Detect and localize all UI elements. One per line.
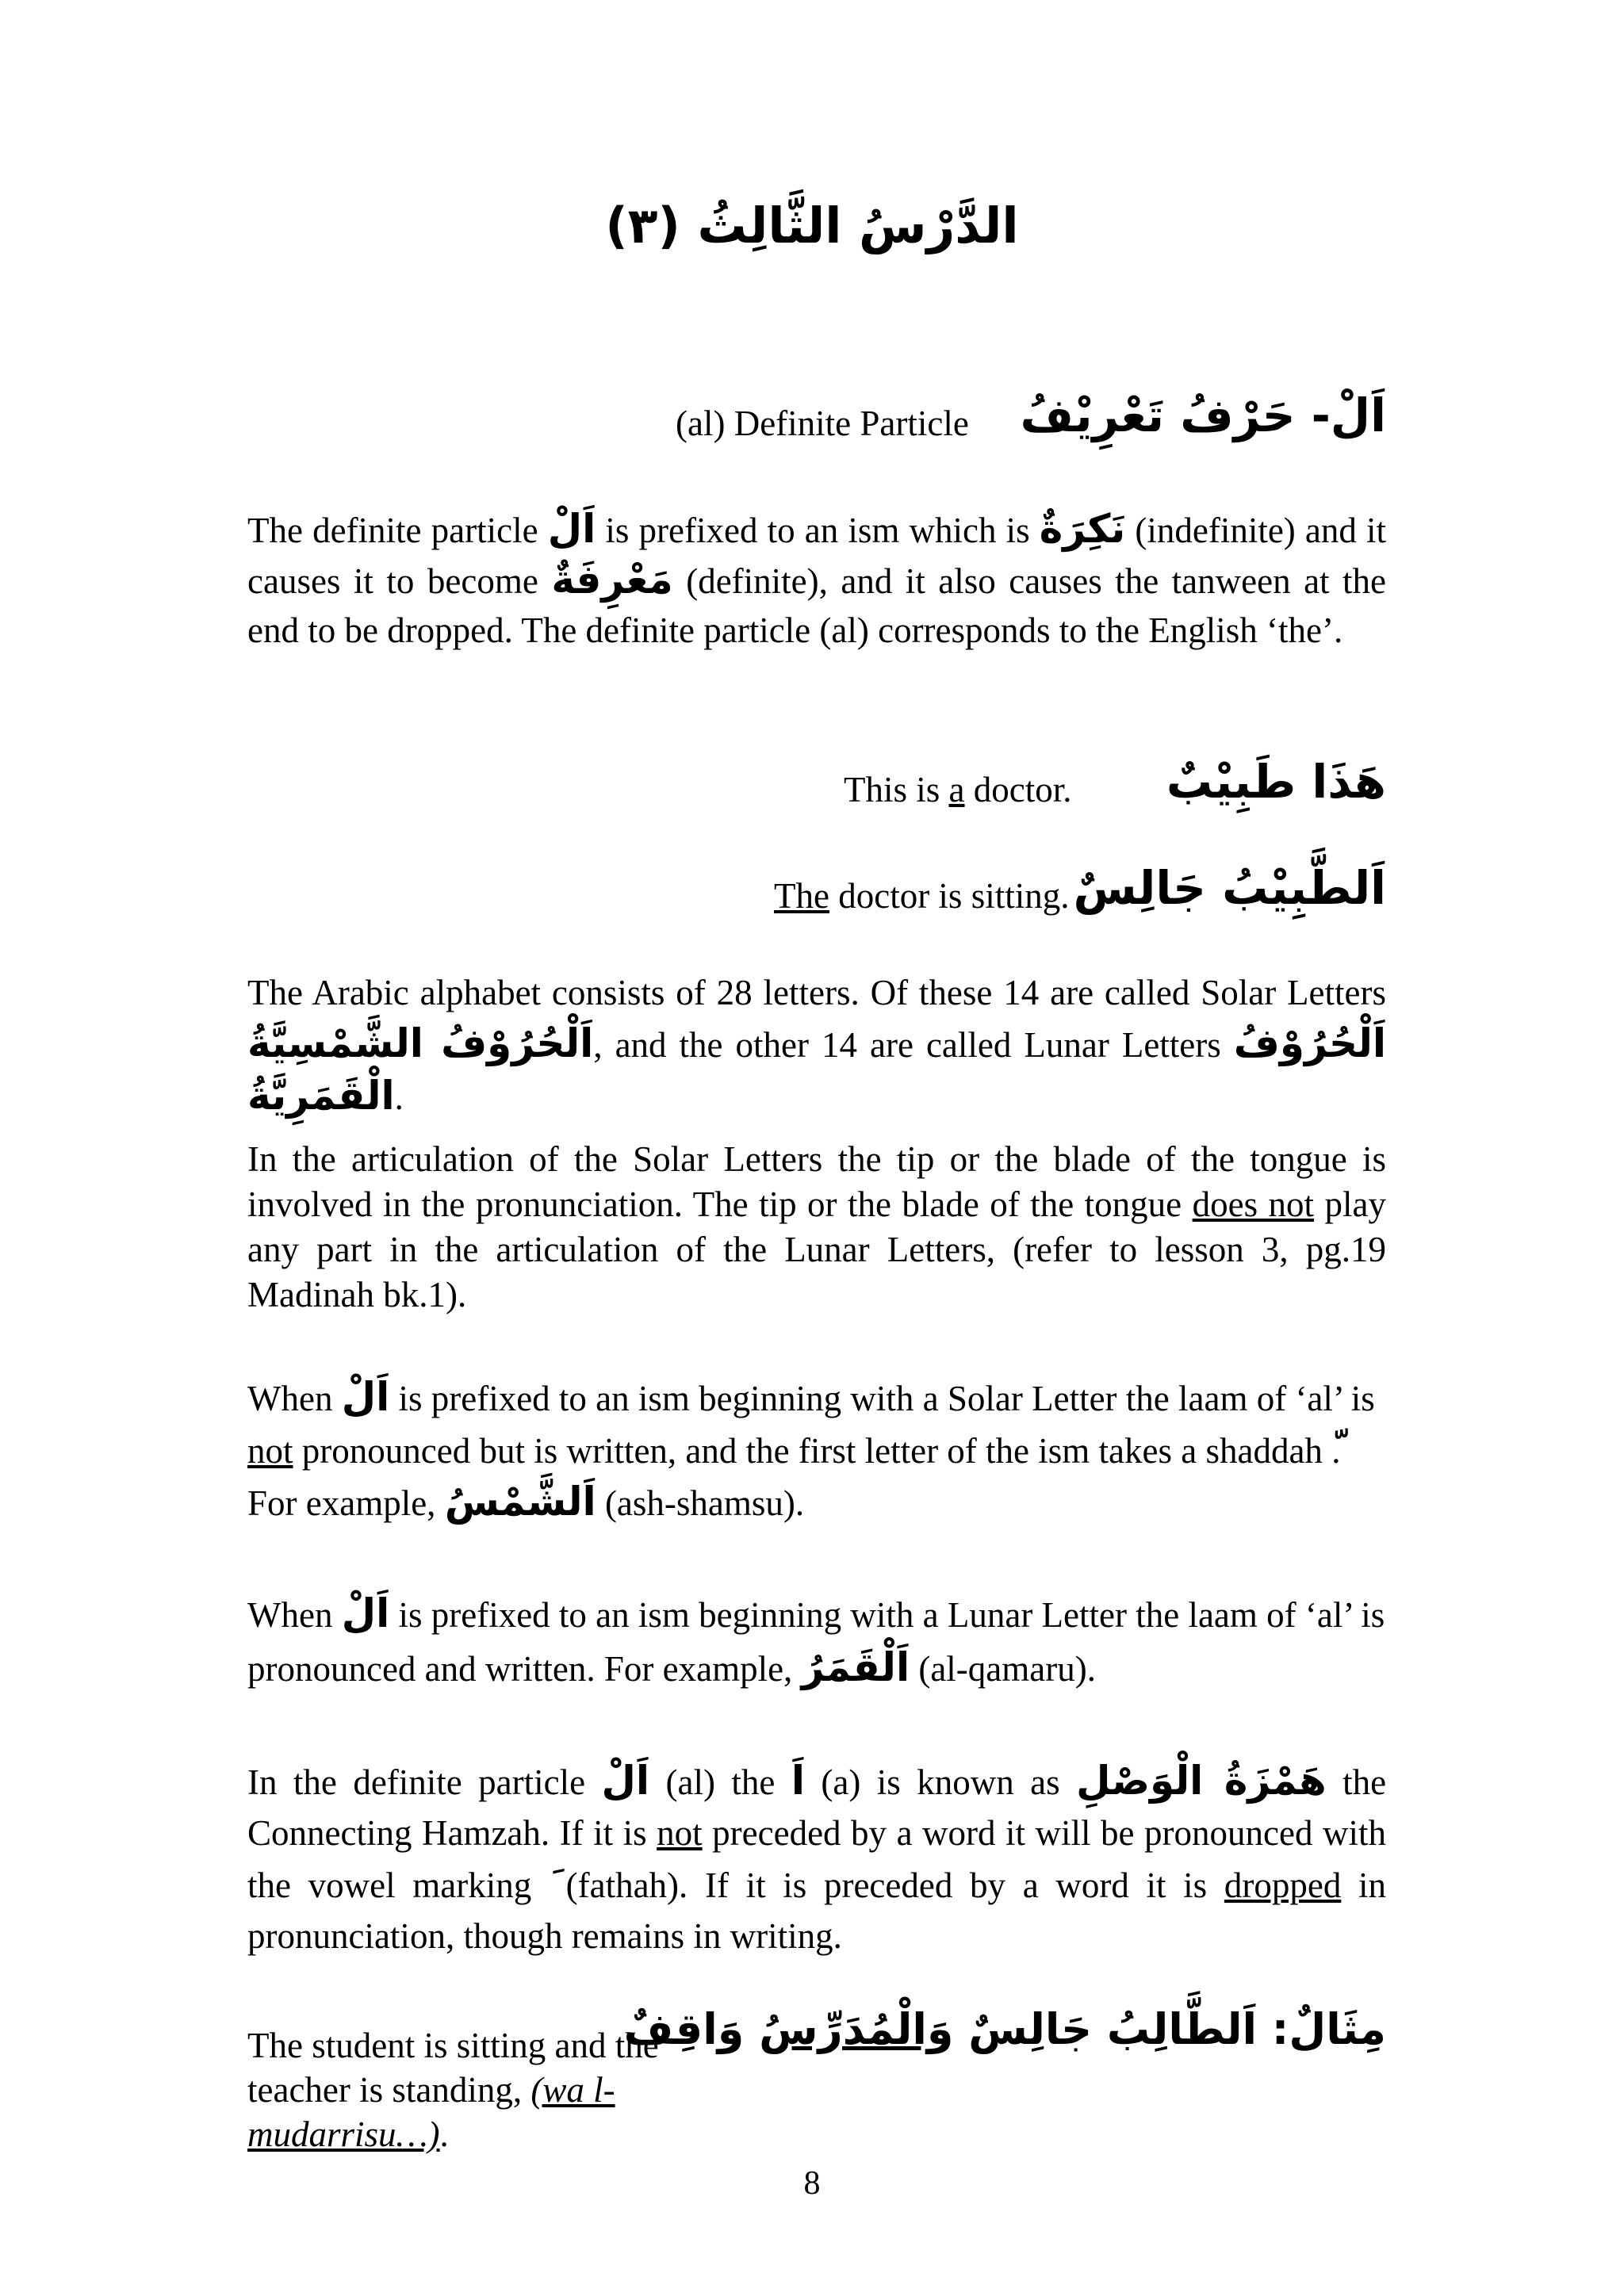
paragraph-definite-particle: The definite particle اَلْ is prefixed to an ism which is نَكِرَةٌ (indefinite) and it causes it to become مَعْرِفَةٌ (definite), and it also causes the tanween at the end to be dropped. The definite particle (al) corresponds to the English ‘the’. [247, 506, 1387, 650]
example-arabic-hadha-tabib: هَذَا طَبِيْبٌ [1166, 755, 1386, 809]
arabic-al: اَلْ [341, 1590, 390, 1636]
arabic-al-qamaru: اَلْقَمَرُ [801, 1644, 910, 1690]
page-number: 8 [803, 2165, 821, 2202]
example-student-teacher-arabic: مِثَالٌ: اَلطَّالِبُ جَالِسٌ وَالْمُدَرِّسُ وَاقِفٌ [623, 2004, 1386, 2054]
heading-arabic: اَلْ- حَرْفُ تَعْرِيْفُ [1020, 388, 1386, 442]
paragraph-articulation: In the articulation of the Solar Letters the tip or the blade of the tongue is involved in the pronunciation. The tip or the blade of the tongue does not play any part in the articulation of the Lunar Letters, (refer to lesson 3, pg.19 Madinah bk.1). [247, 1139, 1386, 1314]
heading-english: (al) Definite Particle [676, 404, 969, 443]
arabic-hamzatul-wasl: هَمْزَةُ الْوَصْلِ [1076, 1758, 1327, 1804]
arabic-al: اَلْ [341, 1374, 390, 1420]
arabic-solar-letters: اَلْحُرُوْفُ الشَّمْسِيَّةُ [247, 1020, 594, 1066]
arabic-alif-fathah: اَ [791, 1758, 805, 1804]
example-student-teacher-english: The student is sitting and the teacher is standing, (wa l-mudarrisu…). [247, 2026, 659, 2154]
arabic-al: اَلْ [601, 1758, 650, 1804]
lesson-title: (٣) الدَّرْسُ الثَّالِثُ [605, 197, 1019, 254]
arabic-nakirah: نَكِرَةٌ [1039, 506, 1126, 552]
example-this-is-a-doctor: This is a doctor. [844, 770, 1072, 809]
paragraph-solar-lunar-letters: The Arabic alphabet consists of 28 letters. Of these 14 are called Solar Letters اَلْحُرُوْفُ الشَّمْسِيَّةُ, and the other 14 are called Lunar Letters اَلْحُرُوْفُ الْقَمَرِيَّةُ. [247, 973, 1387, 1119]
example-arabic-at-tabib-jalis: اَلطَّبِيْبُ جَالِسٌ [1073, 861, 1386, 915]
arabic-lunar-letters: اَلْحُرُوْفُ الْقَمَرِيَّةُ [247, 1020, 1387, 1119]
paragraph-connecting-hamzah: In the definite particle اَلْ (al) the اَ (a) is known as هَمْزَةُ الْوَصْلِ the Connecting Hamzah. If it is not preceded by a word it will be pronounced with the vowel marking (fathah). If it is preceded by a word it is dropped in pronunciation, though remains in writing. [247, 1758, 1387, 1956]
paragraph-lunar-rule: When اَلْ is prefixed to an ism beginning with a Lunar Letter the laam of ‘al’ is pronounced and written. For example, اَلْقَمَرُ (al-qamaru). [247, 1590, 1385, 1690]
arabic-al: اَلْ [547, 506, 596, 552]
arabic-marifah: مَعْرِفَةٌ [551, 557, 673, 603]
paragraph-solar-rule: When اَلْ is prefixed to an ism beginning with a Solar Letter the laam of ‘al’ is not pronounced but is written, and the first letter of the ism takes a shaddah . For example, اَلشَّمْسُ (ash-shamsu). [247, 1374, 1375, 1525]
example-the-doctor-is-sitting: The doctor is sitting. [774, 876, 1070, 916]
arabic-ash-shamsu: اَلشَّمْسُ [444, 1479, 596, 1525]
